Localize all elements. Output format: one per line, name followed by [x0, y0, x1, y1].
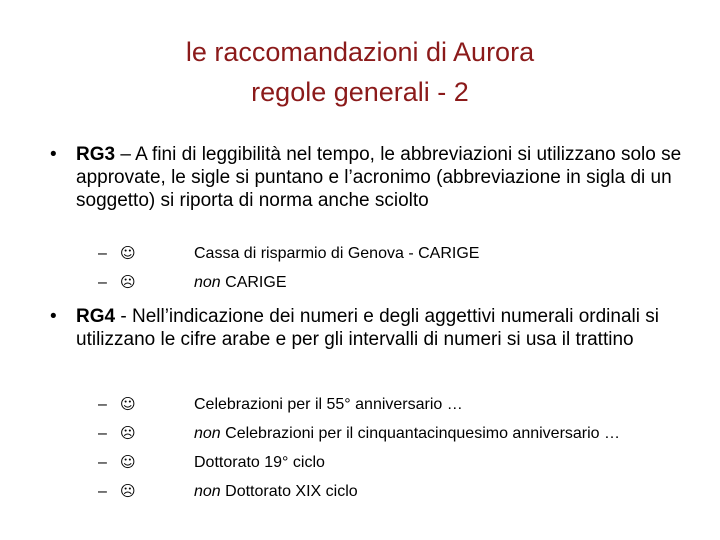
dash-marker: – [98, 274, 107, 291]
rule-description: A fini di leggibilità nel tempo, le abbreviazioni si utilizzano solo se approvate, le sigle si puntano e l’acronimo (abbreviazione in sigla di un soggetto) si riporta di norma anche sciolto [76, 144, 682, 211]
rule-text [76, 305, 690, 351]
rule-code: RG3 [76, 144, 116, 165]
example-text [194, 239, 479, 268]
example-body: CARIGE [220, 274, 287, 291]
rule-rg3 [50, 143, 690, 212]
example-text [194, 448, 325, 477]
example-row [98, 239, 698, 268]
example-body: Cassa di risparmio di Genova - CARIGE [194, 245, 480, 262]
example-body: Dottorato XIX ciclo [220, 483, 358, 500]
example-text [194, 390, 463, 419]
dash-marker: – [98, 245, 107, 262]
example-row [98, 477, 698, 506]
title-line-2: regole generali - 2 [251, 77, 469, 107]
smiley-icon: ☺ [120, 244, 136, 262]
dash-marker: – [98, 483, 107, 500]
example-body: Celebrazioni per il cinquantacinquesimo anniversario … [220, 425, 621, 442]
slide-title [0, 32, 720, 112]
example-row [98, 390, 698, 419]
smiley-icon: ☺ [120, 395, 136, 413]
example-text [194, 268, 287, 297]
smiley-icon: ☺ [120, 453, 136, 471]
example-body: Dottorato 19° ciclo [194, 454, 325, 471]
rg3-examples [98, 239, 698, 297]
dash-marker: – [98, 425, 107, 442]
frown-icon: ☹ [120, 273, 136, 291]
example-prefix: non [194, 425, 221, 442]
rule-separator: - [115, 306, 132, 327]
bullet-dot: • [50, 144, 57, 165]
example-prefix: non [194, 274, 221, 291]
frown-icon: ☹ [120, 424, 136, 442]
dash-marker: – [98, 454, 107, 471]
rule-description: Nell’indicazione dei numeri e degli aggettivi numerali ordinali si utilizzano le cifre arabe e per gli intervalli di numeri si usa il trattino [76, 306, 659, 350]
example-row [98, 268, 698, 297]
example-row [98, 419, 698, 448]
dash-marker: – [98, 396, 107, 413]
example-prefix: non [194, 483, 221, 500]
example-body: Celebrazioni per il 55° anniversario … [194, 396, 463, 413]
rg4-examples [98, 390, 698, 506]
bullet-dot: • [50, 306, 57, 327]
title-line-1: le raccomandazioni di Aurora [185, 37, 535, 67]
rule-separator: – [115, 144, 136, 165]
example-row [98, 448, 698, 477]
example-text [194, 477, 358, 506]
example-text [194, 419, 620, 448]
rule-text [76, 143, 690, 212]
rule-rg4 [50, 305, 690, 351]
frown-icon: ☹ [120, 482, 136, 500]
rule-code: RG4 [76, 306, 116, 327]
